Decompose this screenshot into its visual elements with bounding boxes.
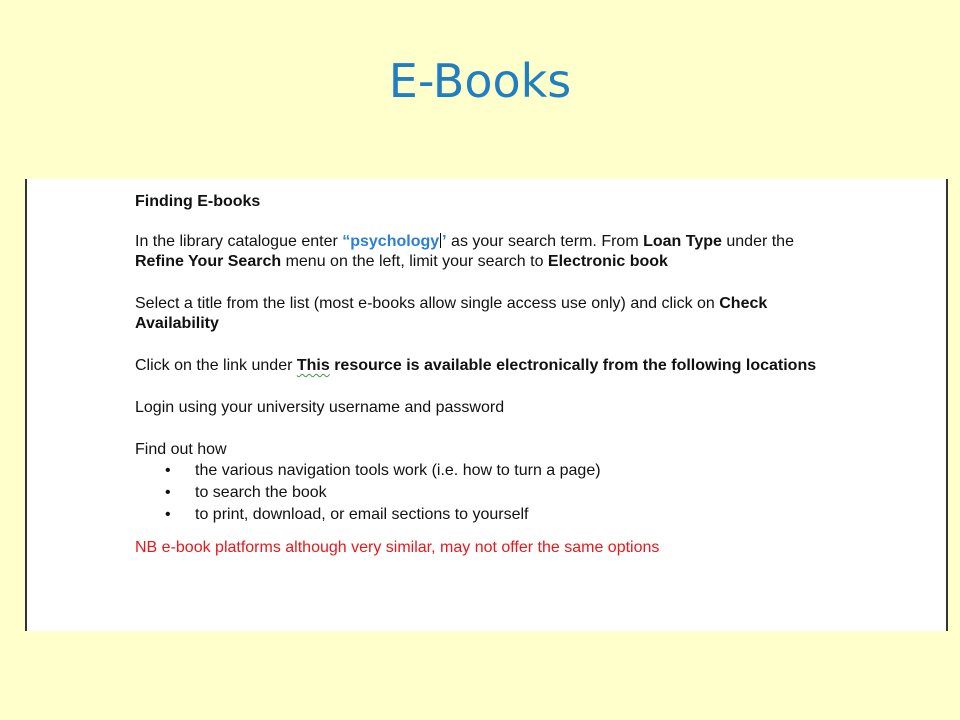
- resource-available-label: resource is available electronically from the following locations: [329, 357, 817, 374]
- paragraph-click-link: Click on the link under This resource is available electronically from the following locations: [135, 357, 817, 374]
- bullet-icon: •: [165, 462, 171, 479]
- document-screenshot: [25, 179, 948, 631]
- bullet-list: [135, 460, 835, 526]
- quote-open: “: [342, 233, 351, 250]
- search-term: psychology: [350, 233, 440, 250]
- list-item: • to search the book: [135, 482, 835, 504]
- refine-search-label: Refine Your Search: [135, 253, 282, 270]
- list-item: • the various navigation tools work (i.e. how to turn a page): [135, 460, 835, 482]
- platform-note: NB e-book platforms although very similar, may not offer the same options: [135, 539, 660, 556]
- check-availability-label: Check Availability: [135, 295, 768, 332]
- document-content: [135, 192, 835, 558]
- loan-type-label: Loan Type: [643, 233, 722, 250]
- find-out-intro: Find out how: [135, 441, 227, 458]
- electronic-book-label: Electronic book: [547, 253, 668, 270]
- bullet-icon: •: [165, 484, 171, 501]
- slide-title: E-Books: [388, 54, 572, 108]
- spellcheck-word: This: [296, 357, 330, 374]
- paragraph-login: Login using your university username and password: [135, 399, 505, 416]
- text-cursor: [440, 233, 441, 248]
- bullet-icon: •: [165, 506, 171, 523]
- quote-close: ’: [442, 233, 447, 250]
- paragraph-search-instructions: In the library catalogue enter “psychology ’ as your search term. From Loan Type under the Refine Your Search menu on the left, limit your search to Electronic book: [135, 233, 794, 270]
- document-heading: Finding E-books: [135, 193, 261, 210]
- paragraph-find-out: [135, 440, 835, 526]
- list-item: • to print, download, or email sections to yourself: [135, 504, 835, 526]
- paragraph-select-title: Select a title from the list (most e-books allow single access use only) and click on Check Availability: [135, 295, 768, 332]
